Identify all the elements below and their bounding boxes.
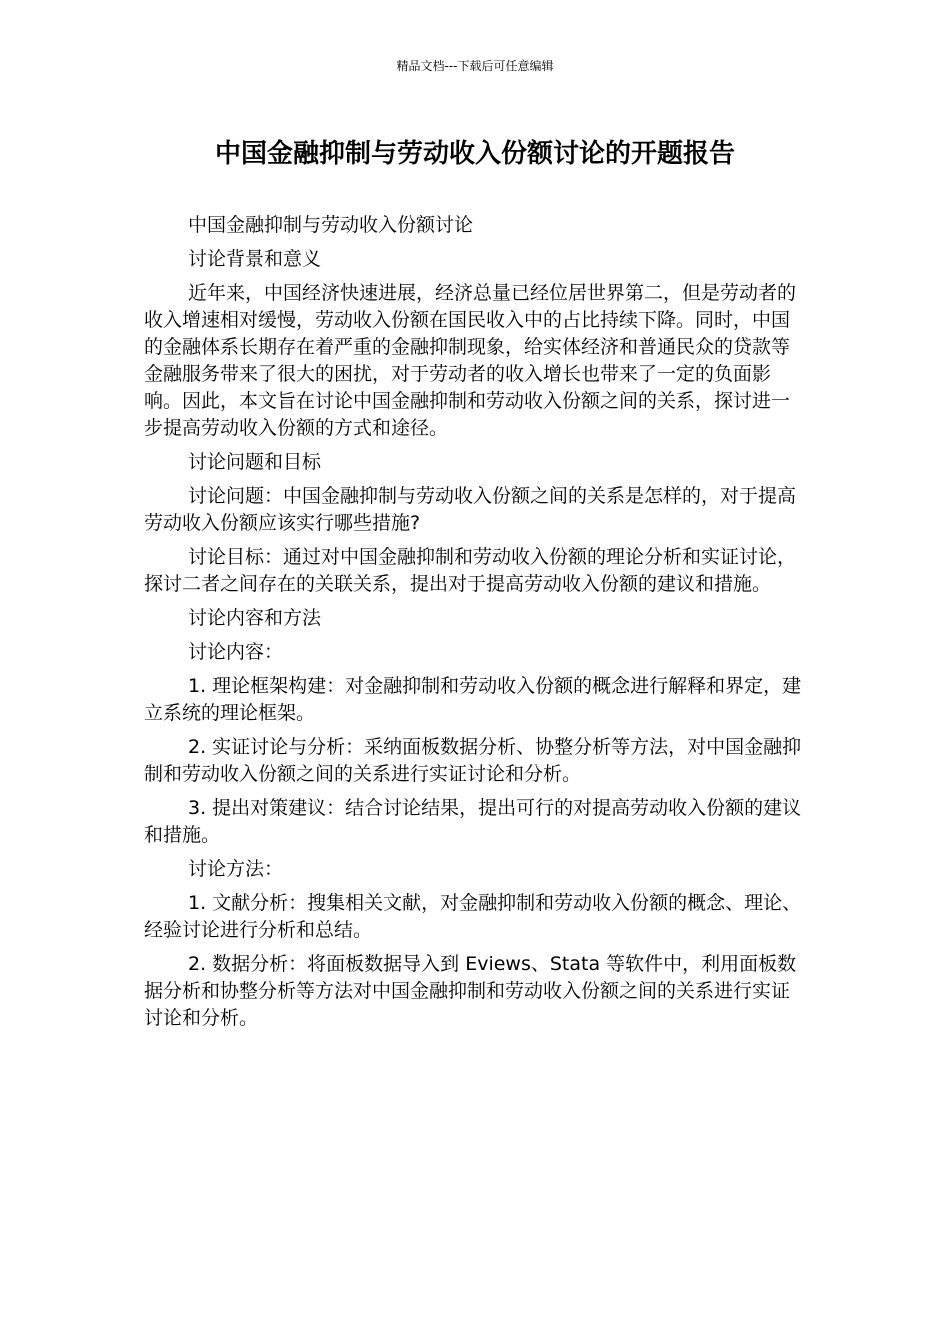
list-item-method-2: 2. 数据分析：将面板数据导入到 Eviews、Stata 等软件中，利用面板数据分析和协整分析等方法对中国金融抑制和劳动收入份额之间的关系进行实证讨论和分析。 xyxy=(144,953,797,1029)
paragraph-background: 近年来，中国经济快速进展，经济总量已经位居世界第二，但是劳动者的收入增速相对缓慢，劳动收入份额在国民收入中的占比持续下降。同时，中国的金融体系长期存在着严重的金融抑制现象，给实体经济和普通民众的贷款等金融服务带来了很大的困扰，对于劳动者的收入增长也带来了一定的负面影响。因此，本文旨在讨论中国金融抑制和劳动收入份额之间的关系，探讨进一步提高劳动收入份额的方式和途径。 xyxy=(144,282,797,439)
paragraph-research-question: 讨论问题：中国金融抑制与劳动收入份额之间的关系是怎样的，对于提高劳动收入份额应该实行哪些措施? xyxy=(144,485,797,534)
subheading-methods: 讨论方法： xyxy=(188,858,284,880)
document-title: 中国金融抑制与劳动收入份额讨论的开题报告 xyxy=(214,139,735,169)
paragraph-subject: 中国金融抑制与劳动收入份额讨论 xyxy=(188,214,474,236)
list-item-content-1: 1. 理论框架构建：对金融抑制和劳动收入份额的概念进行解释和界定，建立系统的理论框架。 xyxy=(144,675,802,724)
list-item-content-3: 3. 提出对策建议：结合讨论结果，提出可行的对提高劳动收入份额的建议和措施。 xyxy=(144,797,802,846)
list-item-method-1: 1. 文献分析：搜集相关文献，对金融抑制和劳动收入份额的概念、理论、经验讨论进行分析和总结。 xyxy=(144,892,802,941)
paragraph-research-goal: 讨论目标：通过对中国金融抑制和劳动收入份额的理论分析和实证讨论，探讨二者之间存在的关联关系，提出对于提高劳动收入份额的建议和措施。 xyxy=(144,546,797,595)
subheading-content: 讨论内容： xyxy=(188,641,284,663)
section-heading-questions-goals: 讨论问题和目标 xyxy=(188,451,322,473)
section-heading-background: 讨论背景和意义 xyxy=(188,248,322,270)
document-body xyxy=(144,212,806,1039)
page-header-note: 精品文档---下载后可任意编辑 xyxy=(396,59,554,73)
section-heading-content-methods: 讨论内容和方法 xyxy=(188,607,322,629)
list-item-content-2: 2. 实证讨论与分析：采纳面板数据分析、协整分析等方法，对中国金融抑制和劳动收入份额之间的关系进行实证讨论和分析。 xyxy=(144,736,802,785)
